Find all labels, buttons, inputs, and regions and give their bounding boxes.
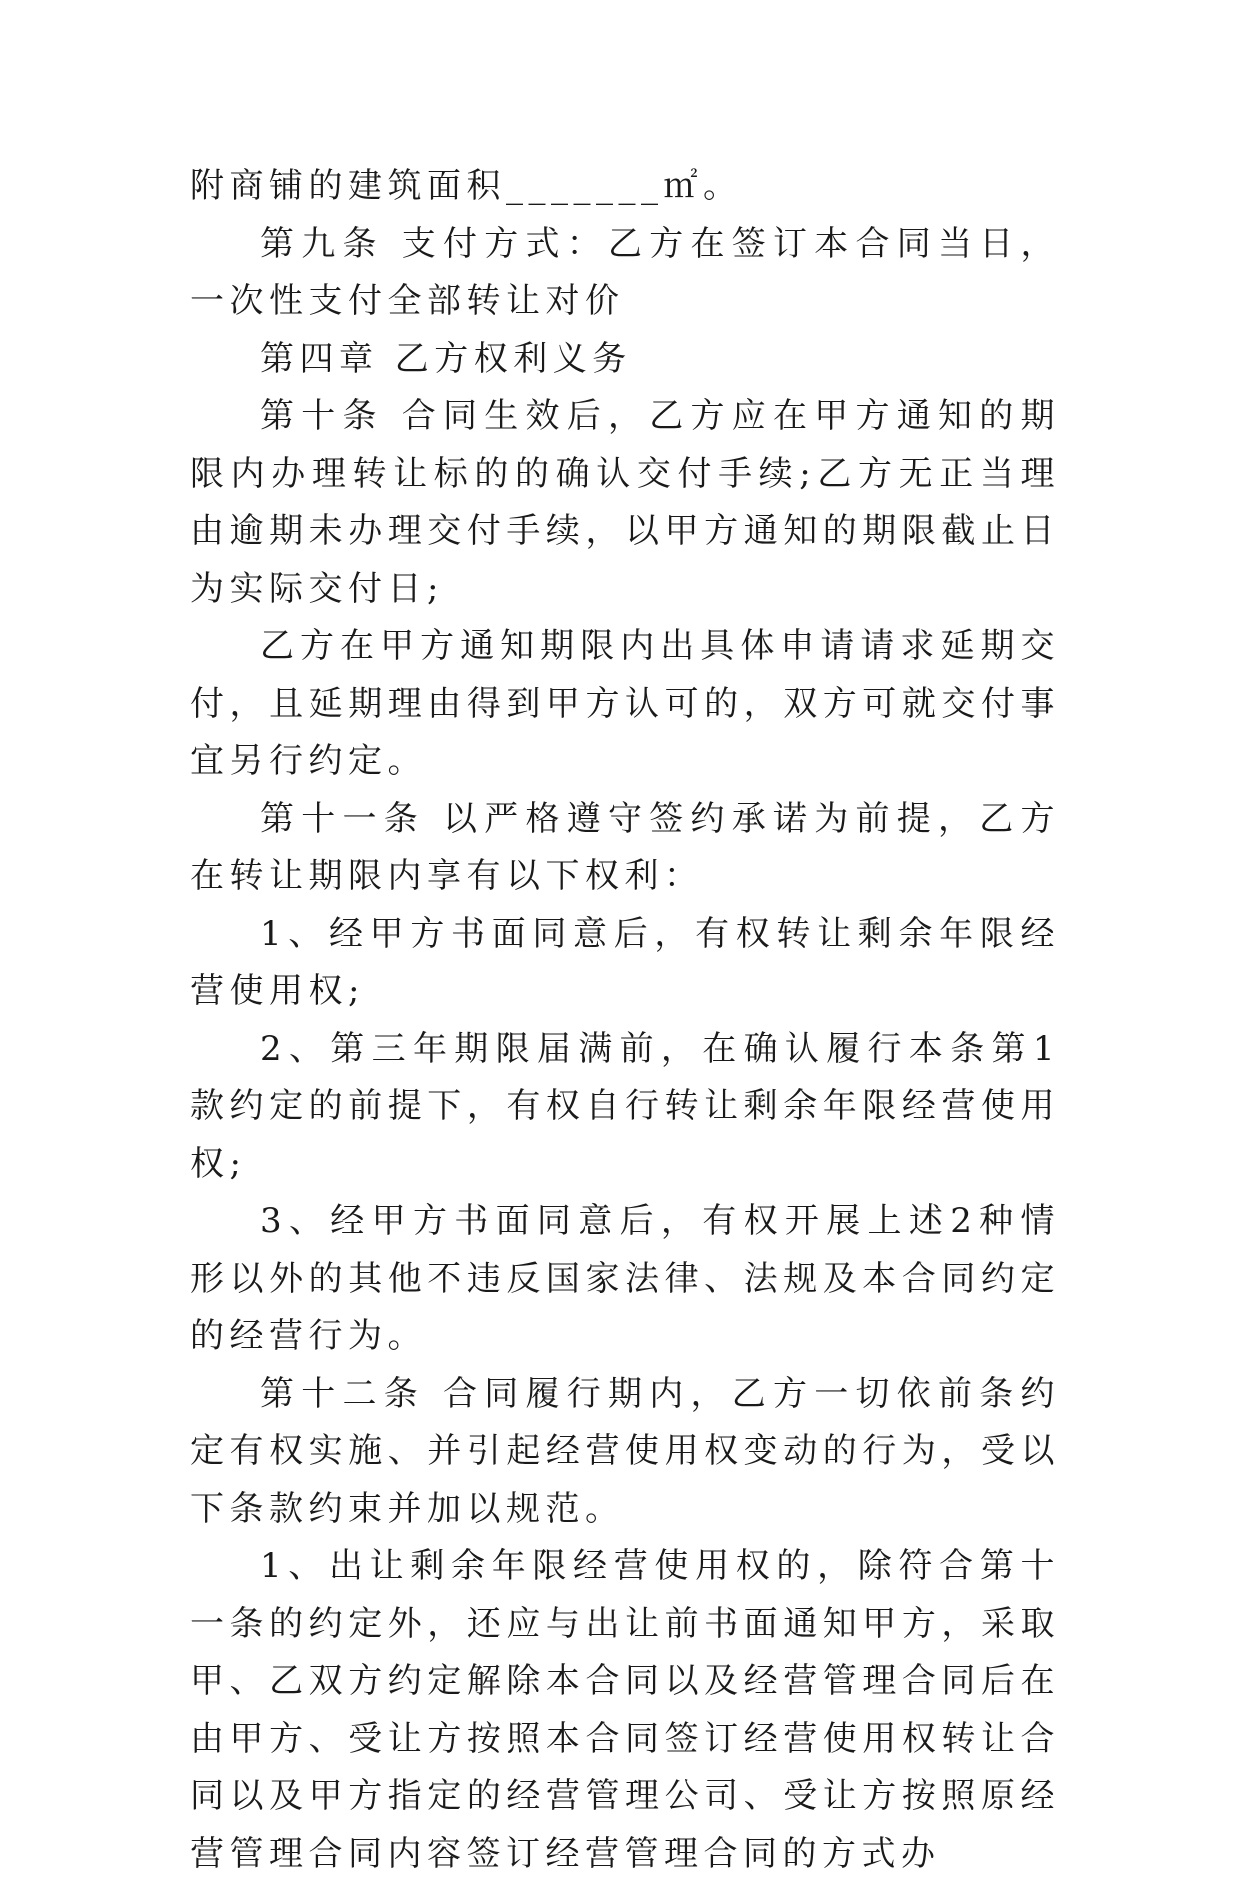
paragraph-article-10: 第十条 合同生效后，乙方应在甲方通知的期限内办理转让标的的确认交付手续;乙方无正当理由逾期未办理交付手续，以甲方通知的期限截止日为实际交付日; xyxy=(190,396,1060,609)
list-item-11-1: 1、经甲方书面同意后，有权转让剩余年限经营使用权; xyxy=(190,913,1060,1011)
paragraph-shop-area: 附商铺的建筑面积_______㎡。 xyxy=(190,166,743,206)
paragraph-article-12: 第十二条 合同履行期内，乙方一切依前条约定有权实施、并引起经营使用权变动的行为，受以下条款约束并加以规范。 xyxy=(190,1373,1060,1529)
document-body xyxy=(190,158,1060,1883)
paragraph-article-11: 第十一条 以严格遵守签约承诺为前提，乙方在转让期限内享有以下权利： xyxy=(190,798,1060,896)
list-item-11-2: 2、第三年期限届满前，在确认履行本条第1款约定的前提下，有权自行转让剩余年限经营使用权; xyxy=(190,1028,1060,1184)
list-item-11-3: 3、经甲方书面同意后，有权开展上述2种情形以外的其他不违反国家法律、法规及本合同约定的经营行为。 xyxy=(190,1201,1060,1356)
paragraph-extension: 乙方在甲方通知期限内出具体申请请求延期交付，且延期理由得到甲方认可的，双方可就交付事宜另行约定。 xyxy=(190,626,1060,781)
paragraph-article-9: 第九条 支付方式：乙方在签订本合同当日，一次性支付全部转让对价 xyxy=(190,223,1060,321)
chapter-heading-4: 第四章 乙方权利义务 xyxy=(260,338,632,379)
list-item-12-1: 1、出让剩余年限经营使用权的，除符合第十一条的约定外，还应与出让前书面通知甲方，采取甲、乙双方约定解除本合同以及经营管理合同后在由甲方、受让方按照本合同签订经营使用权转让合同以及甲方指定的经营管理公司、受让方按照原经营管理合同内容签订经营管理合同的方式办 xyxy=(190,1546,1060,1874)
